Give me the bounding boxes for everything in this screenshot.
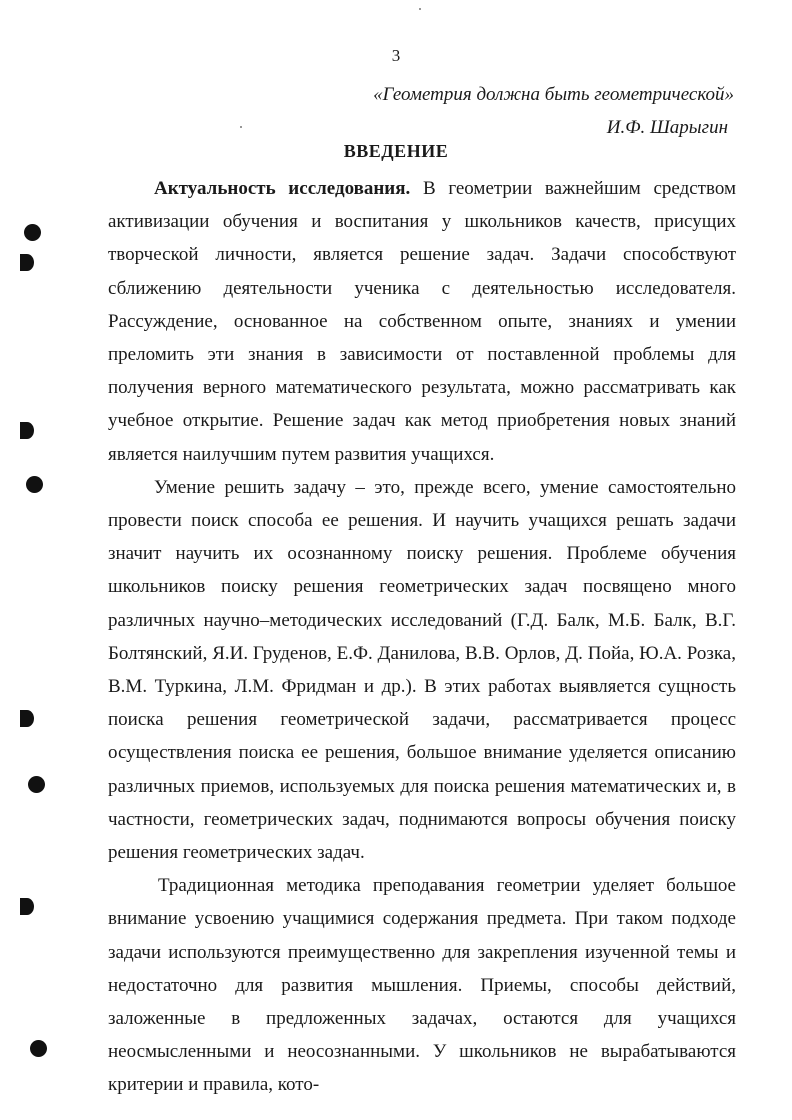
section-heading: ВВЕДЕНИЕ (343, 141, 449, 161)
binder-hole (20, 254, 34, 271)
epigraph-author: И.Ф. Шарыгин (606, 117, 728, 138)
paragraph (108, 471, 736, 869)
paragraph-text: Традиционная методика преподавания геометрии уделяет большое внимание усвоению учащимися содержания предмета. При таком подходе задачи используются преимущественно для закрепления изученной темы и недостаточно для развития мышления. Приемы, способы действий, заложенные в предложенных задачах, остаются для учащихся неосмысленными и неосознанными. У школьников не вырабатываются критерии и правила, кото- (108, 875, 736, 1096)
paragraph-text: В геометрии важнейшим средством активизации обучения и воспитания у школьников качеств, присущих творческой личности, является решение задач. Задачи способствуют сближению деятельности ученика с деятельностью исследователя. Рассуждение, основанное на собственном опыте, знаниях и умении преломить эти знания в зависимости от поставленной проблемы для получения верного математического результата, можно рассматривать как учебное открытие. Решение задач как метод приобретения новых знаний является наилучшим путем развития учащихся. (108, 178, 736, 465)
scan-speck (240, 126, 242, 128)
body-text (108, 172, 736, 1102)
binder-hole (28, 776, 45, 793)
epigraph (373, 78, 734, 144)
binder-hole (20, 710, 34, 727)
page-number: 3 (391, 46, 401, 65)
paragraph-text: Умение решить задачу – это, прежде всего, умение самостоятельно провести поиск способа ее решения. И научить учащихся решать задачи значит научить их осознанному поиску решения. Проблеме обучения школьников поиску решения геометрических задач посвящено много различных научно–методических исследований (Г.Д. Балк, М.Б. Балк, В.Г. Болтянский, Я.И. Груденов, Е.Ф. Данилова, В.В. Орлов, Д. Пойа, Ю.А. Розка, В.М. Туркина, Л.М. Фридман и др.). В этих работах выявляется сущность поиска решения геометрической задачи, рассматривается процесс осуществления поиска ее решения, большое внимание уделяется описанию различных приемов, используемых для поиска решения математических и, в частности, геометрических задач, поднимаются вопросы обучения поиску решения геометрических задач. (108, 476, 736, 864)
binder-hole (20, 422, 34, 439)
scan-speck (419, 8, 421, 10)
binder-hole (30, 1040, 47, 1057)
epigraph-quote: «Геометрия должна быть геометрической» (373, 84, 734, 105)
paragraph-lead: Актуальность исследования. (154, 178, 411, 199)
binder-hole (20, 898, 34, 915)
paragraph (108, 172, 736, 471)
binder-hole (24, 224, 41, 241)
binder-hole (26, 476, 43, 493)
paragraph (108, 869, 736, 1101)
